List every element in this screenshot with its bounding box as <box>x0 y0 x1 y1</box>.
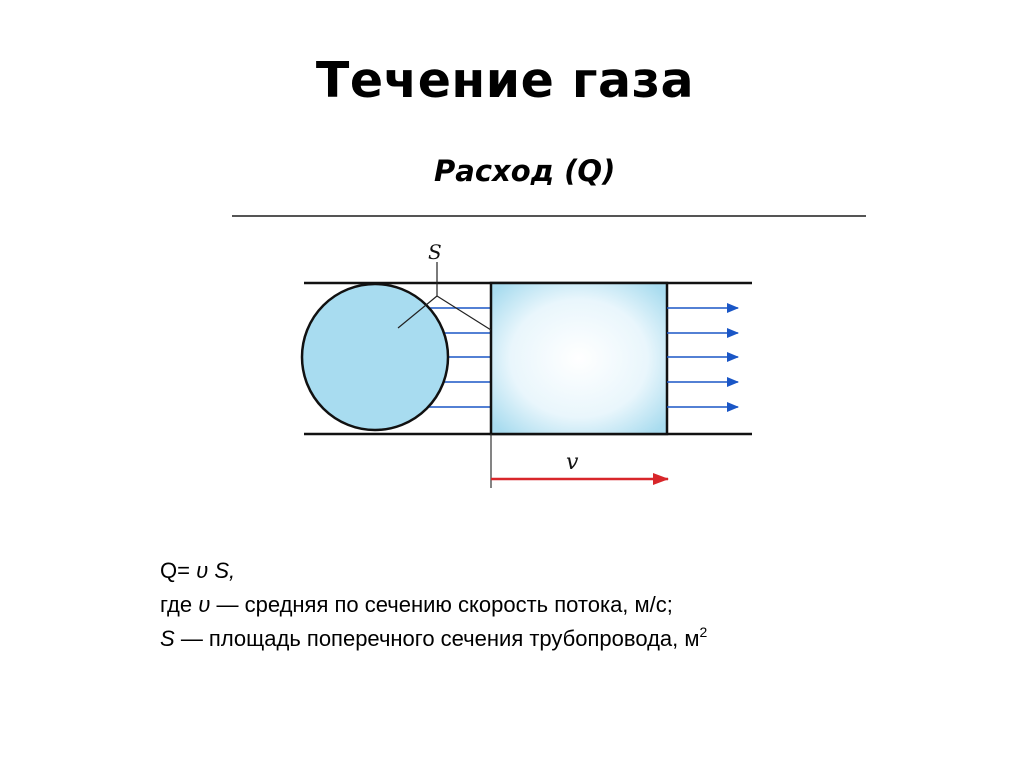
flow-volume-rect <box>491 283 667 434</box>
cross-section-circle <box>302 284 448 430</box>
formula-superscript: 2 <box>699 624 708 640</box>
formula-s-symbol: S, <box>214 558 236 583</box>
formula-where: где <box>160 592 193 617</box>
formula-s-definition: — площадь поперечного сечения трубопровода, м <box>180 626 700 651</box>
formula-v-symbol: υ <box>196 558 209 583</box>
formula-line-3 <box>160 622 707 656</box>
formula-q: Q= <box>160 558 190 583</box>
s-label: S <box>428 240 442 264</box>
slide-title: Течение газа <box>315 52 695 109</box>
formula-line-2 <box>160 588 707 622</box>
slide-subtitle: Расход (Q) <box>434 154 616 188</box>
formula-v-var: υ <box>198 592 211 617</box>
formula-block <box>160 554 707 656</box>
formula-s-var: S <box>160 626 175 651</box>
v-label: v <box>566 450 579 475</box>
formula-v-definition: — средняя по сечению скорость потока, м/с; <box>216 592 673 617</box>
outflow-arrows <box>667 308 738 407</box>
formula-line-1 <box>160 554 707 588</box>
